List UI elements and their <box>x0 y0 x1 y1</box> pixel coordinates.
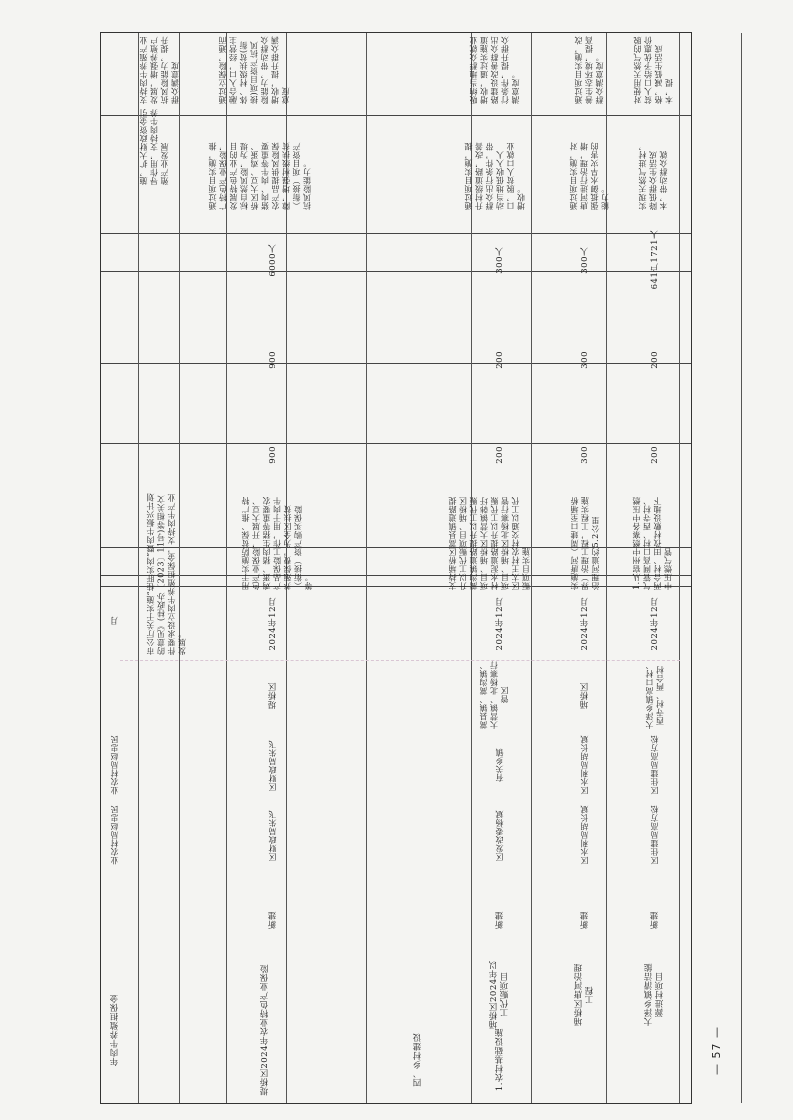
section-label: 四、乡村建设 <box>412 1033 423 1087</box>
cell-location <box>625 660 685 730</box>
cell-goal <box>622 34 686 104</box>
project-name: 大泽乡镇清洁能源进村项目 <box>644 963 665 1027</box>
page-number-text: — 57 — <box>709 1025 723 1075</box>
mechanism: 通过项目实施，提升村级道路，改善群众出行条件，带动当地低收入人口，脱贫人口就业增收。 <box>463 142 525 210</box>
mechanism: 通过项目实施，对唐河进行治理，增强抵御水旱灾害的能力。 <box>569 142 610 210</box>
period: 2024年12月 <box>494 597 505 651</box>
period: 2024年12月 <box>267 597 278 651</box>
cell-resp <box>640 735 670 795</box>
responsible: 区水利局胡长斌 <box>579 735 589 795</box>
project-name: 埇桥区唐河治理工程 <box>574 963 595 1027</box>
period: 月 <box>109 615 120 625</box>
cell-goal <box>135 34 185 104</box>
cell-content <box>620 490 686 590</box>
cell-benefit <box>632 230 678 290</box>
row-divider <box>101 233 691 234</box>
cell-total <box>570 430 600 480</box>
department: 业农村局赵忠民 <box>109 805 119 865</box>
cell-dept <box>258 800 288 870</box>
content: 支持埇桥区蒿县镇道路提升以工代赈项目、埇桥区蒿沟镇道路提升以工代赈项目、埇桥区大营镇韩圩村水泥道路提升以工代赈项目、埇桥区北杨寨行管区太王村农村交通以工代赈项目实施 <box>448 496 531 590</box>
cell-total <box>258 430 288 480</box>
cell-content <box>132 490 202 655</box>
cell-dept <box>485 800 515 870</box>
cell-name <box>625 960 685 1030</box>
district-funds: 900 <box>267 351 278 369</box>
district-funds: 200 <box>649 351 660 369</box>
department: 区住建局高方松 <box>649 805 659 865</box>
period: 2024年12月 <box>579 597 590 651</box>
total-funds: 900 <box>267 446 278 464</box>
col-divider <box>741 33 742 1103</box>
cell-period <box>640 590 670 658</box>
section-title <box>404 1020 432 1100</box>
project-name: 埇桥区2024年以工代赈项目 <box>489 960 510 1030</box>
responsible: 区财政局朱飞 <box>267 739 277 791</box>
cell-benefit <box>570 230 600 290</box>
row-divider <box>101 363 691 364</box>
content: 1.从宿州中燃寨各中压燃气管网高口村、西寺村、两合村、田孜村敷设地下中压燃气管 <box>632 496 673 590</box>
cell-period <box>102 590 128 650</box>
department: 区水利局胡长斌 <box>579 805 589 865</box>
total-funds: 200 <box>649 446 660 464</box>
responsible: 业农村局赵忠民 <box>109 735 119 795</box>
content: 市公厅关于实施“桂肝实肉”暨肉牛振兴计划的意见》(桂政办〔2023〕11号)等相关文件要求设立肉牛养殖担保金，支持肉牛产业发展。 <box>146 492 187 655</box>
mechanism: 通过项目实施，推广特色产业保险，发展特色产业的目标自然风险，为堤桥区大豆、鸡蛋、猪肉、肉牛等重要农产品提供风险保障，增强村级扶贫（衔接）项目资产抗风险能力。 <box>207 142 311 210</box>
cell-resp <box>570 735 600 795</box>
col-divider <box>366 33 367 1103</box>
project-type: 新建 <box>649 911 660 929</box>
cell-type <box>485 880 515 960</box>
row-divider <box>101 115 691 116</box>
cell-content <box>555 490 617 590</box>
goal: 吸纳当地群众就业增收，通过实施道路建设改善群众出行条件，提升群众满意度。 <box>468 36 520 104</box>
cell-resp <box>102 730 128 800</box>
cell-dept <box>640 800 670 870</box>
project-type: 新建 <box>579 911 590 929</box>
cell-district <box>485 330 515 390</box>
cell-category <box>475 1020 525 1100</box>
cell-dept <box>570 800 600 870</box>
period: 2024年12月 <box>649 597 660 651</box>
cell-name <box>475 960 525 1030</box>
cell-goal <box>195 34 315 104</box>
cell-mechanism <box>622 140 686 210</box>
content: 用于实施防贫保、推广特色产业保险，开展大豆、鸡蛋、猪肉生猪等重要农产品保险工作，用于肉牛养殖保费，为全区扶贫（衔接）资产购买保险等。 <box>241 496 314 590</box>
cell-goal <box>560 34 620 104</box>
cell-district <box>258 330 288 390</box>
content: 实施唐河（周建口至埇桥界）治理工程，工程实施治理河道约5.2公里 <box>570 496 601 590</box>
cell-mechanism <box>560 140 620 210</box>
cell-period <box>570 590 600 658</box>
cell-name <box>230 960 300 1100</box>
cell-name <box>102 960 128 1100</box>
cell-mechanism <box>435 140 555 210</box>
location: 大泽乡镇高口村、西寺村、两合村 <box>644 661 664 729</box>
cell-type <box>258 880 288 960</box>
row-divider <box>101 271 691 272</box>
district-funds: 300 <box>579 351 590 369</box>
cell-district <box>570 330 600 390</box>
cell-location <box>570 660 600 730</box>
cell-benefit <box>485 230 515 290</box>
responsible: 有关乡镇 <box>494 748 504 782</box>
beneficiaries: 300人 <box>579 246 590 274</box>
mechanism: 实现天然气进村，降低群众生活成本，带动群众就 <box>638 142 669 210</box>
cell-total <box>640 430 670 480</box>
project-type: 新建 <box>267 911 278 929</box>
cell-location <box>258 660 288 730</box>
location: 蒿县镇、蒿沟镇、大营镇、北杨寨行管区 <box>479 661 510 729</box>
row-divider <box>101 443 691 444</box>
department: 区发改委杨斌 <box>494 809 504 861</box>
project-name: 年肉牛养殖担保金 <box>109 994 120 1066</box>
responsible: 区住建局高方松 <box>649 735 659 795</box>
cell-content <box>230 490 326 590</box>
location: 埇桥区 <box>579 681 590 709</box>
cell-period <box>485 590 515 658</box>
location: 堤桥区 <box>267 681 278 709</box>
total-funds: 200 <box>494 446 505 464</box>
category: 1.农村基础设施 <box>494 1028 505 1092</box>
goal: 通过立保险，通而融合入口，经营主体、村级扶贫(衔接)项目资产抗风险能力，带动群众增收，提升群众满意度 <box>218 36 291 104</box>
goal: 支持肉牛养殖产业发展，增强养殖户抗风险能力，提升群众满意度 <box>139 36 180 104</box>
cell-period <box>258 590 288 658</box>
project-type: 新建 <box>494 911 505 929</box>
department: 区财政局朱飞 <box>267 809 277 861</box>
beneficiaries: 641户1721人 <box>649 230 660 290</box>
cell-dept <box>102 800 128 870</box>
cell-resp <box>485 735 515 795</box>
cell-location <box>460 660 530 730</box>
project-name: 堤桥区2024年农业特色产业保险 <box>259 964 270 1096</box>
cell-type <box>570 880 600 960</box>
district-funds: 200 <box>494 351 505 369</box>
mechanism: 施，扩大财政资金引导作用，支持肉牛养殖产业发展 <box>139 108 170 185</box>
goal: 通过项目实施，改善生态环境，提高群众满意度。 <box>574 36 605 104</box>
cell-mechanism <box>130 105 180 185</box>
beneficiaries: 6000人 <box>267 243 278 277</box>
cell-total <box>485 430 515 480</box>
cell-district <box>640 330 670 390</box>
cell-goal <box>435 34 555 104</box>
total-funds: 300 <box>579 446 590 464</box>
cell-type <box>640 880 670 960</box>
cell-resp <box>258 735 288 795</box>
cell-content <box>435 490 545 590</box>
cell-mechanism <box>190 140 330 210</box>
cell-name <box>560 960 610 1030</box>
beneficiaries: 300人 <box>494 246 505 274</box>
goal: 对使用天然气的脱贫人口给予优惠价格，减低生活成本，提 <box>633 36 674 104</box>
cell-benefit <box>258 230 288 290</box>
page-number <box>706 1000 726 1100</box>
